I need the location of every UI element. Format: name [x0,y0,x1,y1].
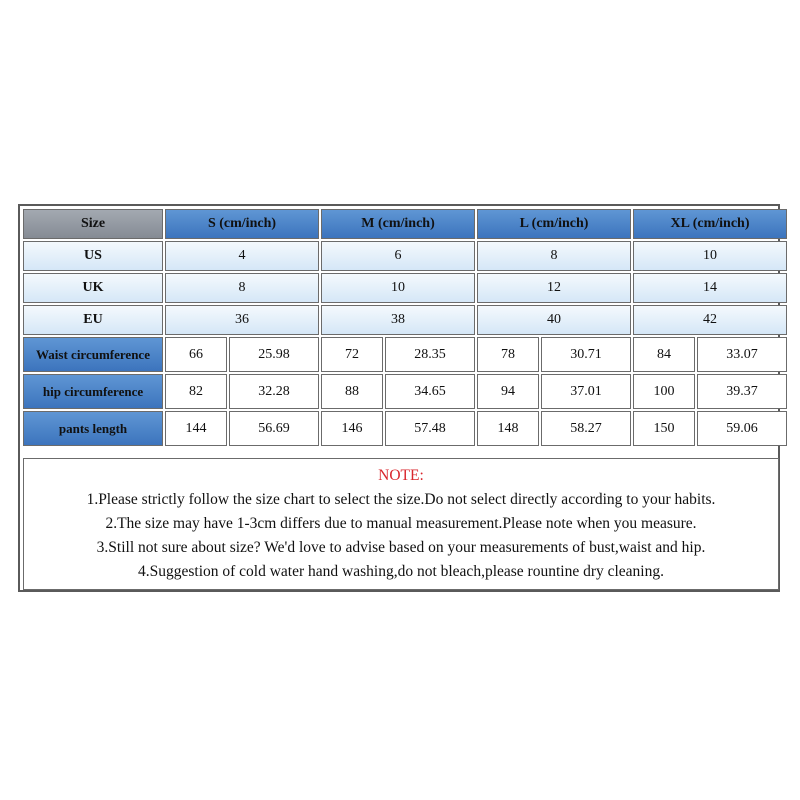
table-cell: 32.28 [229,374,319,409]
table-cell: 10 [321,273,475,303]
table-cell: 150 [633,411,695,446]
table-cell: 34.65 [385,374,475,409]
table-cell: 57.48 [385,411,475,446]
table-cell: 94 [477,374,539,409]
row-label: pants length [23,411,163,446]
row-label: hip circumference [23,374,163,409]
col-header-s: S (cm/inch) [165,209,319,239]
table-cell: 82 [165,374,227,409]
table-row-us [23,241,787,271]
note-line-3: 3.Still not sure about size? We'd love to advise based on your measurements of bust,waist and hip. [96,539,706,556]
row-label: US [23,241,163,271]
note-line-4: 4.Suggestion of cold water hand washing,do not bleach,please rountine dry cleaning. [137,563,664,580]
table-cell: 78 [477,337,539,372]
table-cell: 58.27 [541,411,631,446]
table-cell: 146 [321,411,383,446]
col-header-xl: XL (cm/inch) [633,209,787,239]
size-header: Size [23,209,163,239]
row-label: UK [23,273,163,303]
table-cell: 148 [477,411,539,446]
table-row-eu [23,305,787,335]
size-chart [18,204,780,592]
col-header-l: L (cm/inch) [477,209,631,239]
table-cell: 42 [633,305,787,335]
table-cell: 8 [165,273,319,303]
table-cell: 39.37 [697,374,787,409]
table-row-waist [23,337,787,372]
table-cell: 4 [165,241,319,271]
note-title: NOTE: [378,467,424,484]
row-label: Waist circumference [23,337,163,372]
notes-box [23,458,779,590]
table-cell: 28.35 [385,337,475,372]
table-cell: 25.98 [229,337,319,372]
table-row-hip [23,374,787,409]
table-cell: 59.06 [697,411,787,446]
table-cell: 30.71 [541,337,631,372]
table-row-uk [23,273,787,303]
table-cell: 72 [321,337,383,372]
row-label: EU [23,305,163,335]
table-cell: 38 [321,305,475,335]
table-cell: 33.07 [697,337,787,372]
table-cell: 8 [477,241,631,271]
table-row-pants-length [23,411,787,446]
table-cell: 6 [321,241,475,271]
note-line-2: 2.The size may have 1-3cm differs due to manual measurement.Please note when you measure. [105,515,697,532]
header-row [23,209,787,239]
table-cell: 37.01 [541,374,631,409]
table-cell: 88 [321,374,383,409]
note-line-1: 1.Please strictly follow the size chart to select the size.Do not select directly according to your habits. [86,491,716,508]
table-cell: 84 [633,337,695,372]
col-header-m: M (cm/inch) [321,209,475,239]
table-cell: 56.69 [229,411,319,446]
table-cell: 36 [165,305,319,335]
table-cell: 14 [633,273,787,303]
table-cell: 66 [165,337,227,372]
size-table [21,207,789,448]
table-cell: 100 [633,374,695,409]
table-cell: 144 [165,411,227,446]
table-cell: 10 [633,241,787,271]
table-cell: 40 [477,305,631,335]
table-cell: 12 [477,273,631,303]
